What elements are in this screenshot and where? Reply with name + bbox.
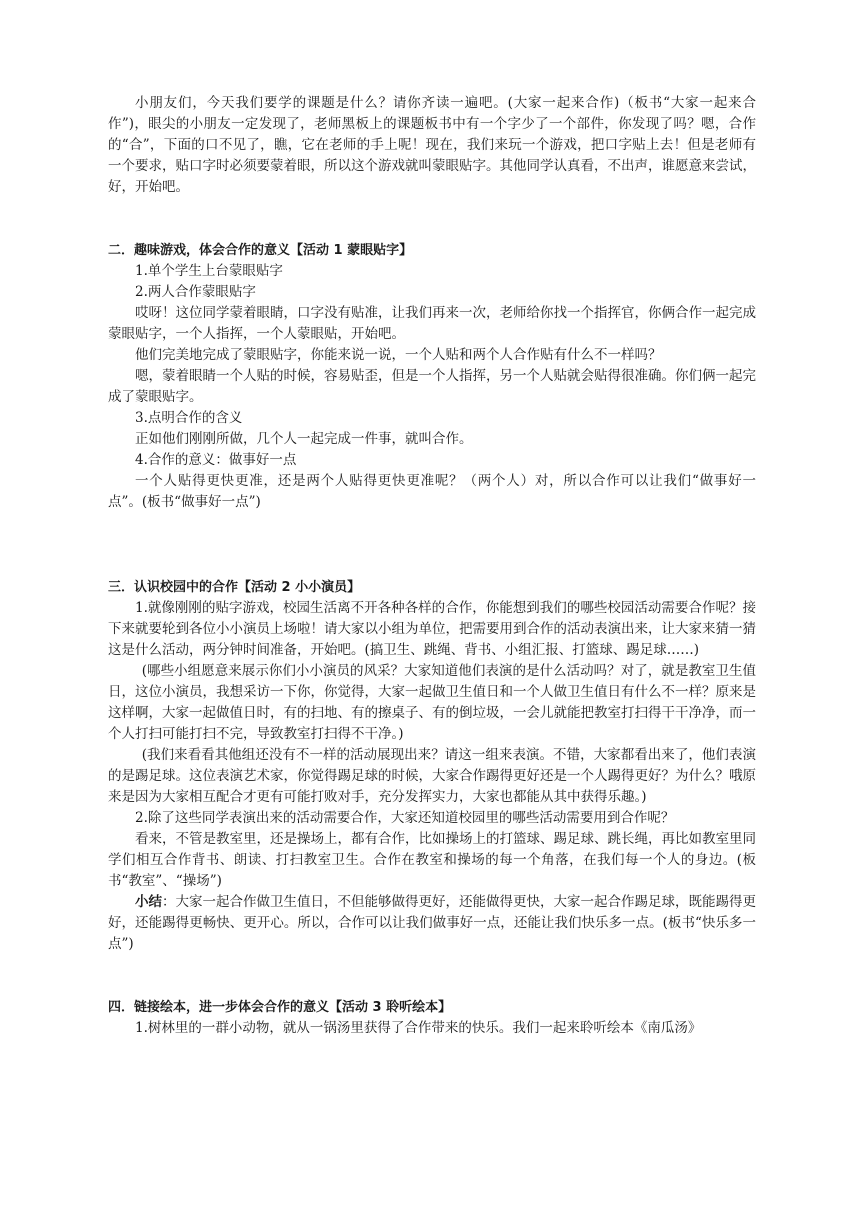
summary-label: 小结 [135, 894, 162, 910]
summary-text: ：大家一起合作做卫生值日，不但能够做得更好，还能做得更快，大家一起合作踢足球，既能踢得更好，还能踢得更畅快、更开心。所以，合作可以让我们做事好一点，还能让我们快乐多一点。(板书“快乐多一点”) [108, 894, 756, 952]
section-2-item-4: 4.合作的意义：做事好一点 [135, 452, 297, 468]
section-3-heading: 三．认识校园中的合作【活动 2 小小演员】 [108, 580, 361, 595]
section-2-paragraph-3: 嗯，蒙着眼睛一个人贴的时候，容易贴歪，但是一个人指挥，另一个人贴就会贴得很准确。你们俩一起完成了蒙眼贴字。 [108, 368, 756, 405]
section-4-heading: 四．链接绘本，进一步体会合作的意义【活动 3 聆听绘本】 [108, 1000, 452, 1015]
section-3-paragraph-1: (哪些小组愿意来展示你们小小演员的风采？大家知道他们表演的是什么活动吗？对了，就是教室卫生值日，这位小演员，我想采访一下你，你觉得，大家一起做卫生值日和一个人做卫生值日有什么不一样？原来是这样啊，大家一起做值日时，有的扫地、有的擦桌子、有的倒垃圾，一会儿就能把教室打扫得干干净净，而一个人打扫可能打扫不完，导致教室打扫得不干净。) [108, 663, 756, 742]
section-3-paragraph-3: 看来，不管是教室里，还是操场上，都有合作，比如操场上的打篮球、踢足球、跳长绳，再比如教室里同学们相互合作背书、朗读、打扫教室卫生。合作在教室和操场的每一个角落，在我们每一个人的身边。(板书“教室”、“操场”) [108, 831, 756, 889]
section-4-item-1: 1.树林里的一群小动物，就从一锅汤里获得了合作带来的快乐。我们一起来聆听绘本《南瓜汤》 [135, 1020, 702, 1036]
section-2-paragraph-2: 他们完美地完成了蒙眼贴字，你能来说一说，一个人贴和两个人合作贴有什么不一样吗？ [135, 347, 662, 363]
section-3-summary [108, 892, 756, 955]
section-2-paragraph-4: 正如他们刚刚所做，几个人一起完成一件事，就叫合作。 [135, 431, 473, 447]
section-2-paragraph-5: 一个人贴得更快更准，还是两个人贴得更快更准呢？（两个人）对，所以合作可以让我们“做事好一点”。(板书“做事好一点”) [108, 473, 756, 510]
section-3-item-2: 2.除了这些同学表演出来的活动需要合作，大家还知道校园里的哪些活动需要用到合作呢？ [135, 810, 675, 826]
section-2-heading: 二．趣味游戏，体会合作的意义【活动 1 蒙眼贴字】 [108, 243, 413, 258]
section-2-item-3: 3.点明合作的含义 [135, 410, 243, 426]
section-3-item-1: 1.就像刚刚的贴字游戏，校园生活离不开各种各样的合作，你能想到我们的哪些校园活动需要合作呢？接下来就要轮到各位小小演员上场啦！请大家以小组为单位，把需要用到合作的活动表演出来，让大家来猜一猜这是什么活动，两分钟时间准备，开始吧。(搞卫生、跳绳、背书、小组汇报、打篮球、踢足球……) [108, 600, 756, 658]
intro-paragraph: 小朋友们，今天我们要学的课题是什么？请你齐读一遍吧。(大家一起来合作)（板书“大家一起来合作”)，眼尖的小朋友一定发现了，老师黑板上的课题板书中有一个字少了一个部件，你发现了吗？嗯，合作的“合”，下面的口不见了，瞧，它在老师的手上呢！现在，我们来玩一个游戏，把口字贴上去！但是老师有一个要求，贴口字时必须要蒙着眼，所以这个游戏就叫蒙眼贴字。其他同学认真看，不出声，谁愿意来尝试，好，开始吧。 [108, 95, 756, 195]
document-page [108, 93, 756, 1039]
section-2-item-2: 2.两人合作蒙眼贴字 [135, 284, 256, 300]
section-3-paragraph-2: (我们来看看其他组还没有不一样的活动展现出来？请这一组来表演。不错，大家都看出来了，他们表演的是踢足球。这位表演艺术家，你觉得踢足球的时候，大家合作踢得更好还是一个人踢得更好？为什么？哦原来是因为大家相互配合才更有可能打败对手，充分发挥实力，大家也都能从其中获得乐趣。) [108, 747, 756, 805]
section-2-paragraph-1: 哎呀！这位同学蒙着眼睛，口字没有贴准，让我们再来一次，老师给你找一个指挥官，你俩合作一起完成蒙眼贴字，一个人指挥，一个人蒙眼贴，开始吧。 [108, 305, 756, 342]
section-2-item-1: 1.单个学生上台蒙眼贴字 [135, 263, 283, 279]
